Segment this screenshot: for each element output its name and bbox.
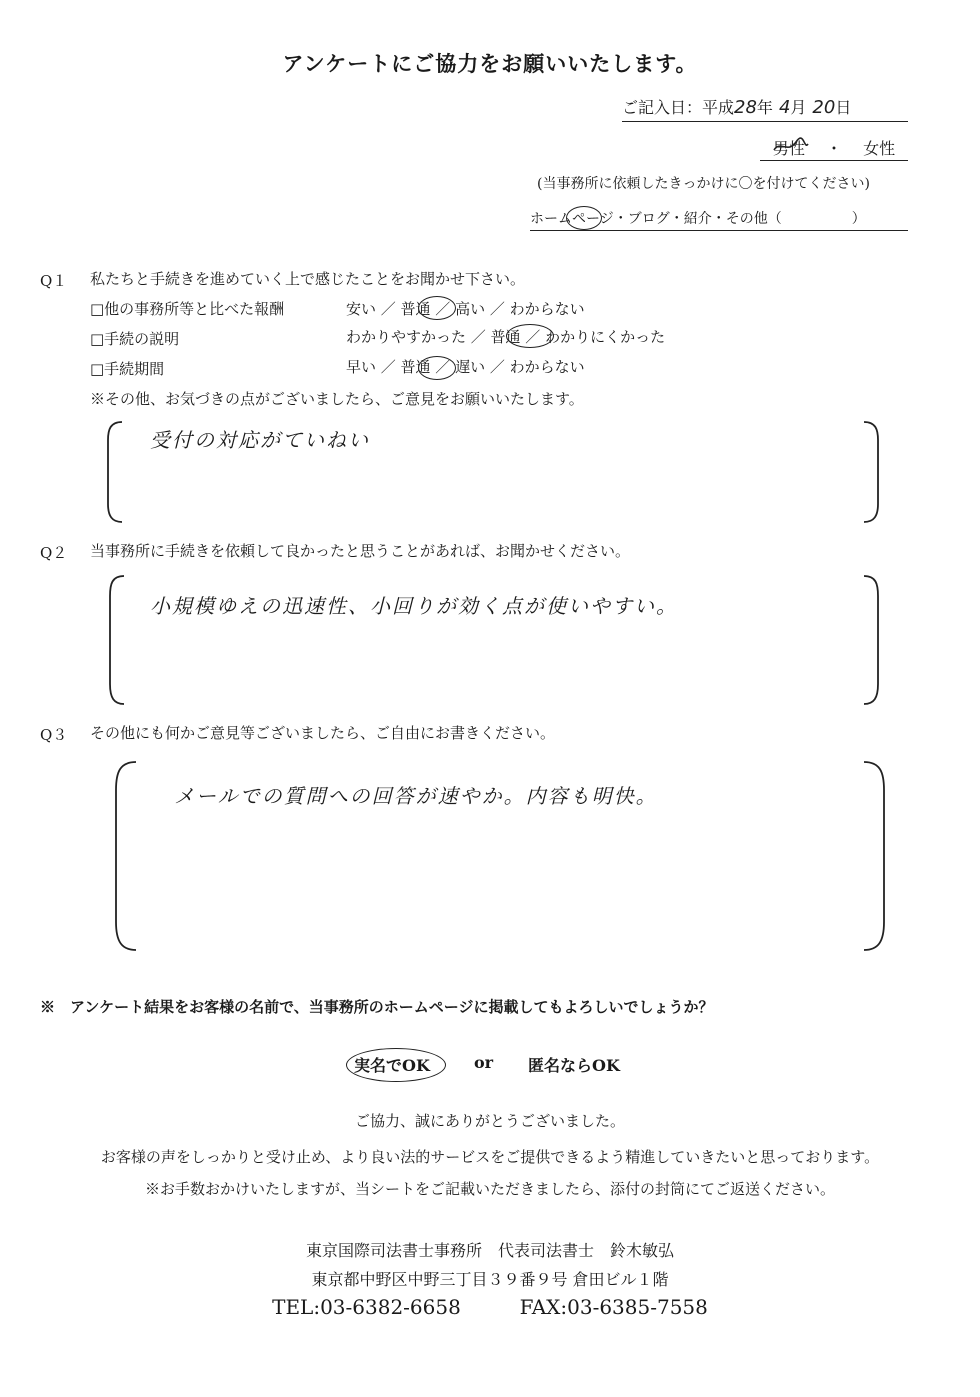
q1-row-period-options[interactable]: 早い ／ 普通 ／ 遅い ／ わからない bbox=[346, 358, 585, 376]
date-prefix: ご記入日：平成 bbox=[622, 98, 735, 117]
q3-label: Q３ bbox=[40, 726, 68, 744]
q1-handwritten-answer: 受付の対応がていねい bbox=[150, 428, 370, 452]
date-year-unit: 年 bbox=[756, 98, 773, 117]
gender-male-option[interactable]: 男性 bbox=[772, 139, 805, 158]
q1-fee-answer-circle bbox=[418, 296, 456, 320]
gender-female-option[interactable]: 女性 bbox=[863, 139, 896, 158]
q1-question: 私たちと手続きを進めていく上で感じたことをお聞かせ下さい。 bbox=[90, 270, 526, 288]
q2-question: 当事務所に手続きを依頼して良かったと思うことがあれば、お聞かせください。 bbox=[90, 542, 631, 560]
date-year-value: 28 bbox=[734, 97, 757, 118]
entry-date-field bbox=[622, 95, 908, 122]
service-message: お客様の声をしっかりと受け止め、より良い法的サービスをご提供できるよう精進していきたいと思っております。 bbox=[100, 1148, 880, 1166]
thanks-message: ご協力、誠にありがとうございました。 bbox=[354, 1112, 625, 1130]
q1-other-prompt: ※その他、お気づきの点がございましたら、ご意見をお願いいたします。 bbox=[90, 390, 584, 408]
referral-options-field[interactable]: ホームページ・ブログ・紹介・その他（ ） bbox=[530, 208, 908, 231]
q1-row-explanation-label[interactable]: □手続の説明 bbox=[90, 330, 180, 348]
q1-row-fee-options[interactable]: 安い ／ 普通 ／ 高い ／ わからない bbox=[346, 300, 585, 318]
office-phone[interactable]: TEL:03-6382-6658 bbox=[272, 1295, 461, 1319]
office-contact bbox=[0, 1295, 980, 1319]
q3-question: その他にも何かご意見等ございましたら、ご自由にお書きください。 bbox=[90, 724, 556, 742]
office-fax[interactable]: FAX:03-6385-7558 bbox=[519, 1295, 708, 1319]
publish-or-text: or bbox=[474, 1053, 494, 1072]
publish-real-name-circle bbox=[346, 1048, 446, 1082]
referral-selection-circle bbox=[566, 206, 602, 230]
q1-period-answer-circle bbox=[418, 356, 456, 380]
gender-separator: ・ bbox=[825, 139, 842, 158]
publish-option-real-name[interactable]: 実名でOK bbox=[354, 1056, 430, 1075]
q2-answer-box[interactable] bbox=[108, 574, 880, 706]
q3-handwritten-answer: メールでの質問への回答が速やか。内容も明快。 bbox=[174, 784, 658, 808]
q2-handwritten-answer: 小規模ゆえの迅速性、小回りが効く点が使いやすい。 bbox=[150, 594, 678, 618]
date-day-unit: 日 bbox=[835, 98, 852, 117]
q1-row-explanation-options[interactable]: わかりやすかった ／ 普通 ／ わかりにくかった bbox=[346, 328, 666, 346]
q2-label: Q２ bbox=[40, 544, 68, 562]
date-month-value: 4 bbox=[778, 97, 791, 118]
return-instruction: ※お手数おかけいたしますが、当シートをご記載いただきましたら、添付の封筒にてご返送ください。 bbox=[144, 1180, 835, 1198]
survey-title: アンケートにご協力をお願いいたします。 bbox=[282, 51, 698, 76]
office-address: 東京都中野区中野三丁目３９番９号 倉田ビル１階 bbox=[311, 1270, 669, 1289]
office-name: 東京国際司法書士事務所 代表司法書士 鈴木敏弘 bbox=[305, 1241, 674, 1260]
q1-row-period-label[interactable]: □手続期間 bbox=[90, 360, 165, 378]
q1-row-fee-label[interactable]: □他の事務所等と比べた報酬 bbox=[90, 300, 285, 318]
publish-consent-question: ※ アンケート結果をお客様の名前で、当事務所のホームページに掲載してもよろしいでしょうか？ bbox=[40, 998, 714, 1016]
q1-label: Q１ bbox=[40, 272, 68, 290]
date-day-value: 20 bbox=[812, 97, 836, 118]
referral-note: (当事務所に依頼したきっかけに〇を付けてください) bbox=[537, 176, 870, 192]
q1-answer-box[interactable] bbox=[106, 420, 880, 524]
date-month-unit: 月 bbox=[790, 98, 807, 117]
q1-explanation-answer-circle bbox=[506, 324, 554, 348]
q3-answer-box[interactable] bbox=[114, 760, 886, 952]
gender-scribble-mark bbox=[770, 136, 810, 156]
publish-option-anonymous[interactable]: 匿名ならOK bbox=[528, 1056, 620, 1075]
